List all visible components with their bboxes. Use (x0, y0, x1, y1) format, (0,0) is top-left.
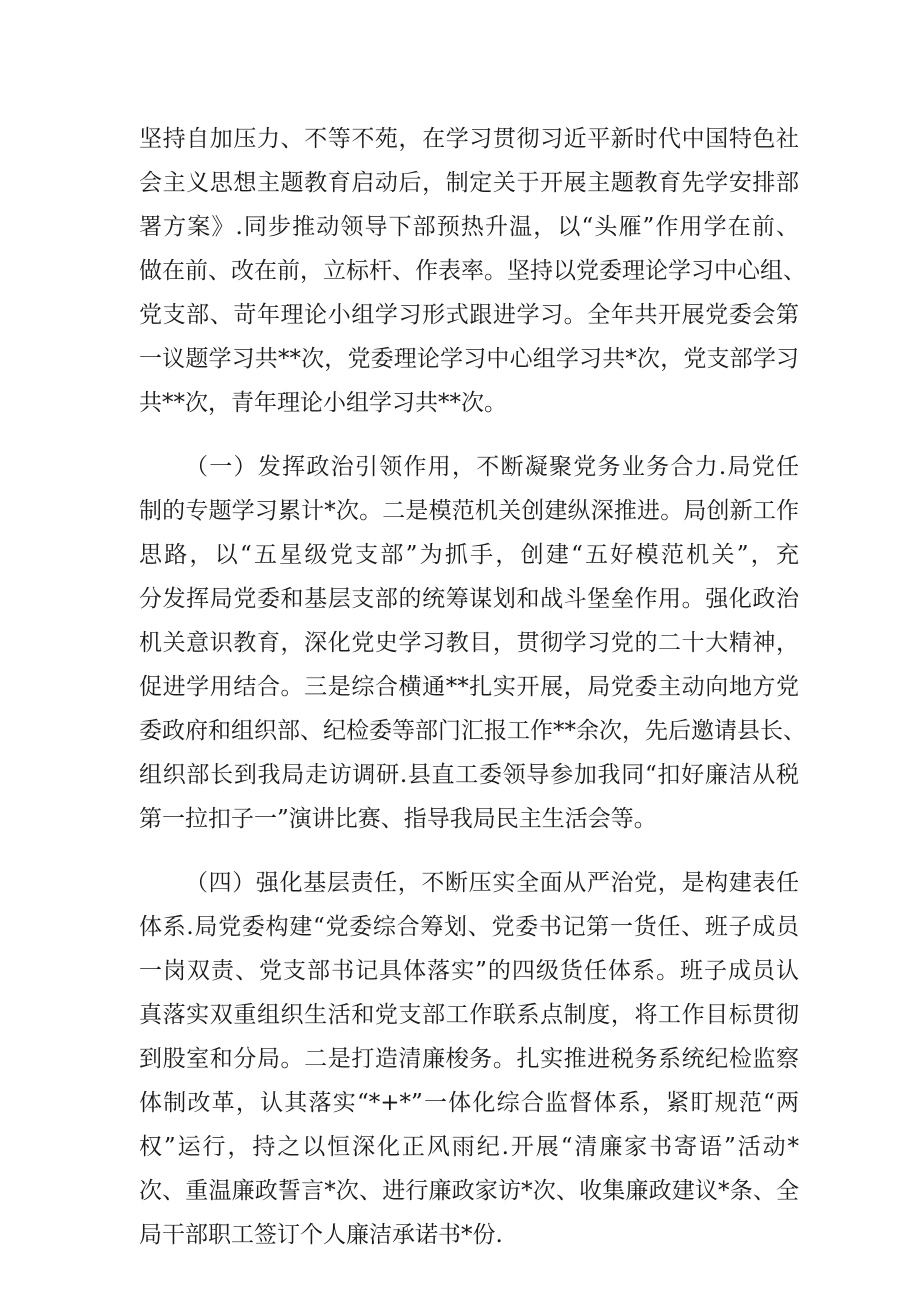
text-line: 一议题学习共**次，党委理论学习中心组学习共*次，党支部学习 (139, 346, 799, 372)
text-line: 权”运行，持之以恒深化正风雨纪.开展“清廉家书寄语”活动* (139, 1134, 799, 1160)
text-line: 次、重温廉政誓言*次、进行廉政家访*次、收集廉政建议*条、全 (139, 1178, 799, 1204)
text-line: 做在前、改在前，立标杆、作表率。坚持以党委理论学习中心组、 (139, 258, 806, 284)
text-line: 到股室和分局。二是打造清廉梭务。扎实推进税务系统纪检监察 (139, 1046, 799, 1072)
text-line: 局干部职工签订个人廉洁承诺书*份. (139, 1222, 503, 1248)
text-line: （一）发挥政治引领作用，不断凝聚党务业务合力.局党任 (185, 454, 799, 480)
text-line: 体制改革，认其落实“*+*”一体化综合监督体系，紧盯规范“两 (139, 1090, 799, 1116)
text-line: 坚持自加压力、不等不苑，在学习贯彻习近平新时代中国特色社 (139, 126, 799, 152)
text-line: 体系.局党委构建“党委综合筹划、党委书记第一货任、班子成员 (139, 914, 799, 940)
text-line: 组织部长到我局走访调研.县直工委领导参加我同“扣好廉洁从税 (139, 762, 799, 788)
text-line: （四）强化基层责任，不断压实全面从严治党，是构建表任 (185, 870, 799, 896)
text-line: 共**次，青年理论小组学习共**次。 (139, 390, 507, 416)
text-line: 思路，以“五星级党支部”为抓手，创建“五好模范机关”，充 (139, 542, 799, 568)
text-line: 制的专题学习累计*次。二是模范机关创建纵深推进。局创新工作 (139, 498, 799, 524)
text-line: 机关意识教育，深化党史学习教目，贯彻学习党的二十大精神， (139, 630, 799, 656)
text-line: 分发挥局党委和基层支部的统筹谋划和战斗堡垒作用。强化政治 (139, 586, 799, 612)
text-line: 委政府和组织部、纪检委等部门汇报工作**余次，先后邀请县长、 (139, 718, 806, 744)
text-line: 第一拉扣子一”演讲比赛、指导我局民主生活会等。 (139, 806, 657, 832)
text-line: 真落实双重组织生活和党支部工作联系点制度，将工作目标贯彻 (139, 1002, 799, 1028)
text-line: 署方案》.同步推动领导下部预热升温，以“头雁”作用学在前、 (139, 214, 799, 240)
text-line: 一岗双责、党支部书记具体落实”的四级货任体系。班子成员认 (139, 958, 799, 984)
text-line: 党支部、苛年理论小组学习形式跟进学习。全年共开展党委会第 (139, 302, 799, 328)
text-line: 会主义思想主题教育启动后，制定关于开展主题教育先学安排部 (139, 170, 799, 196)
text-line: 促进学用结合。三是综合横通**扎实开展，局党委主动向地方党 (139, 674, 799, 700)
